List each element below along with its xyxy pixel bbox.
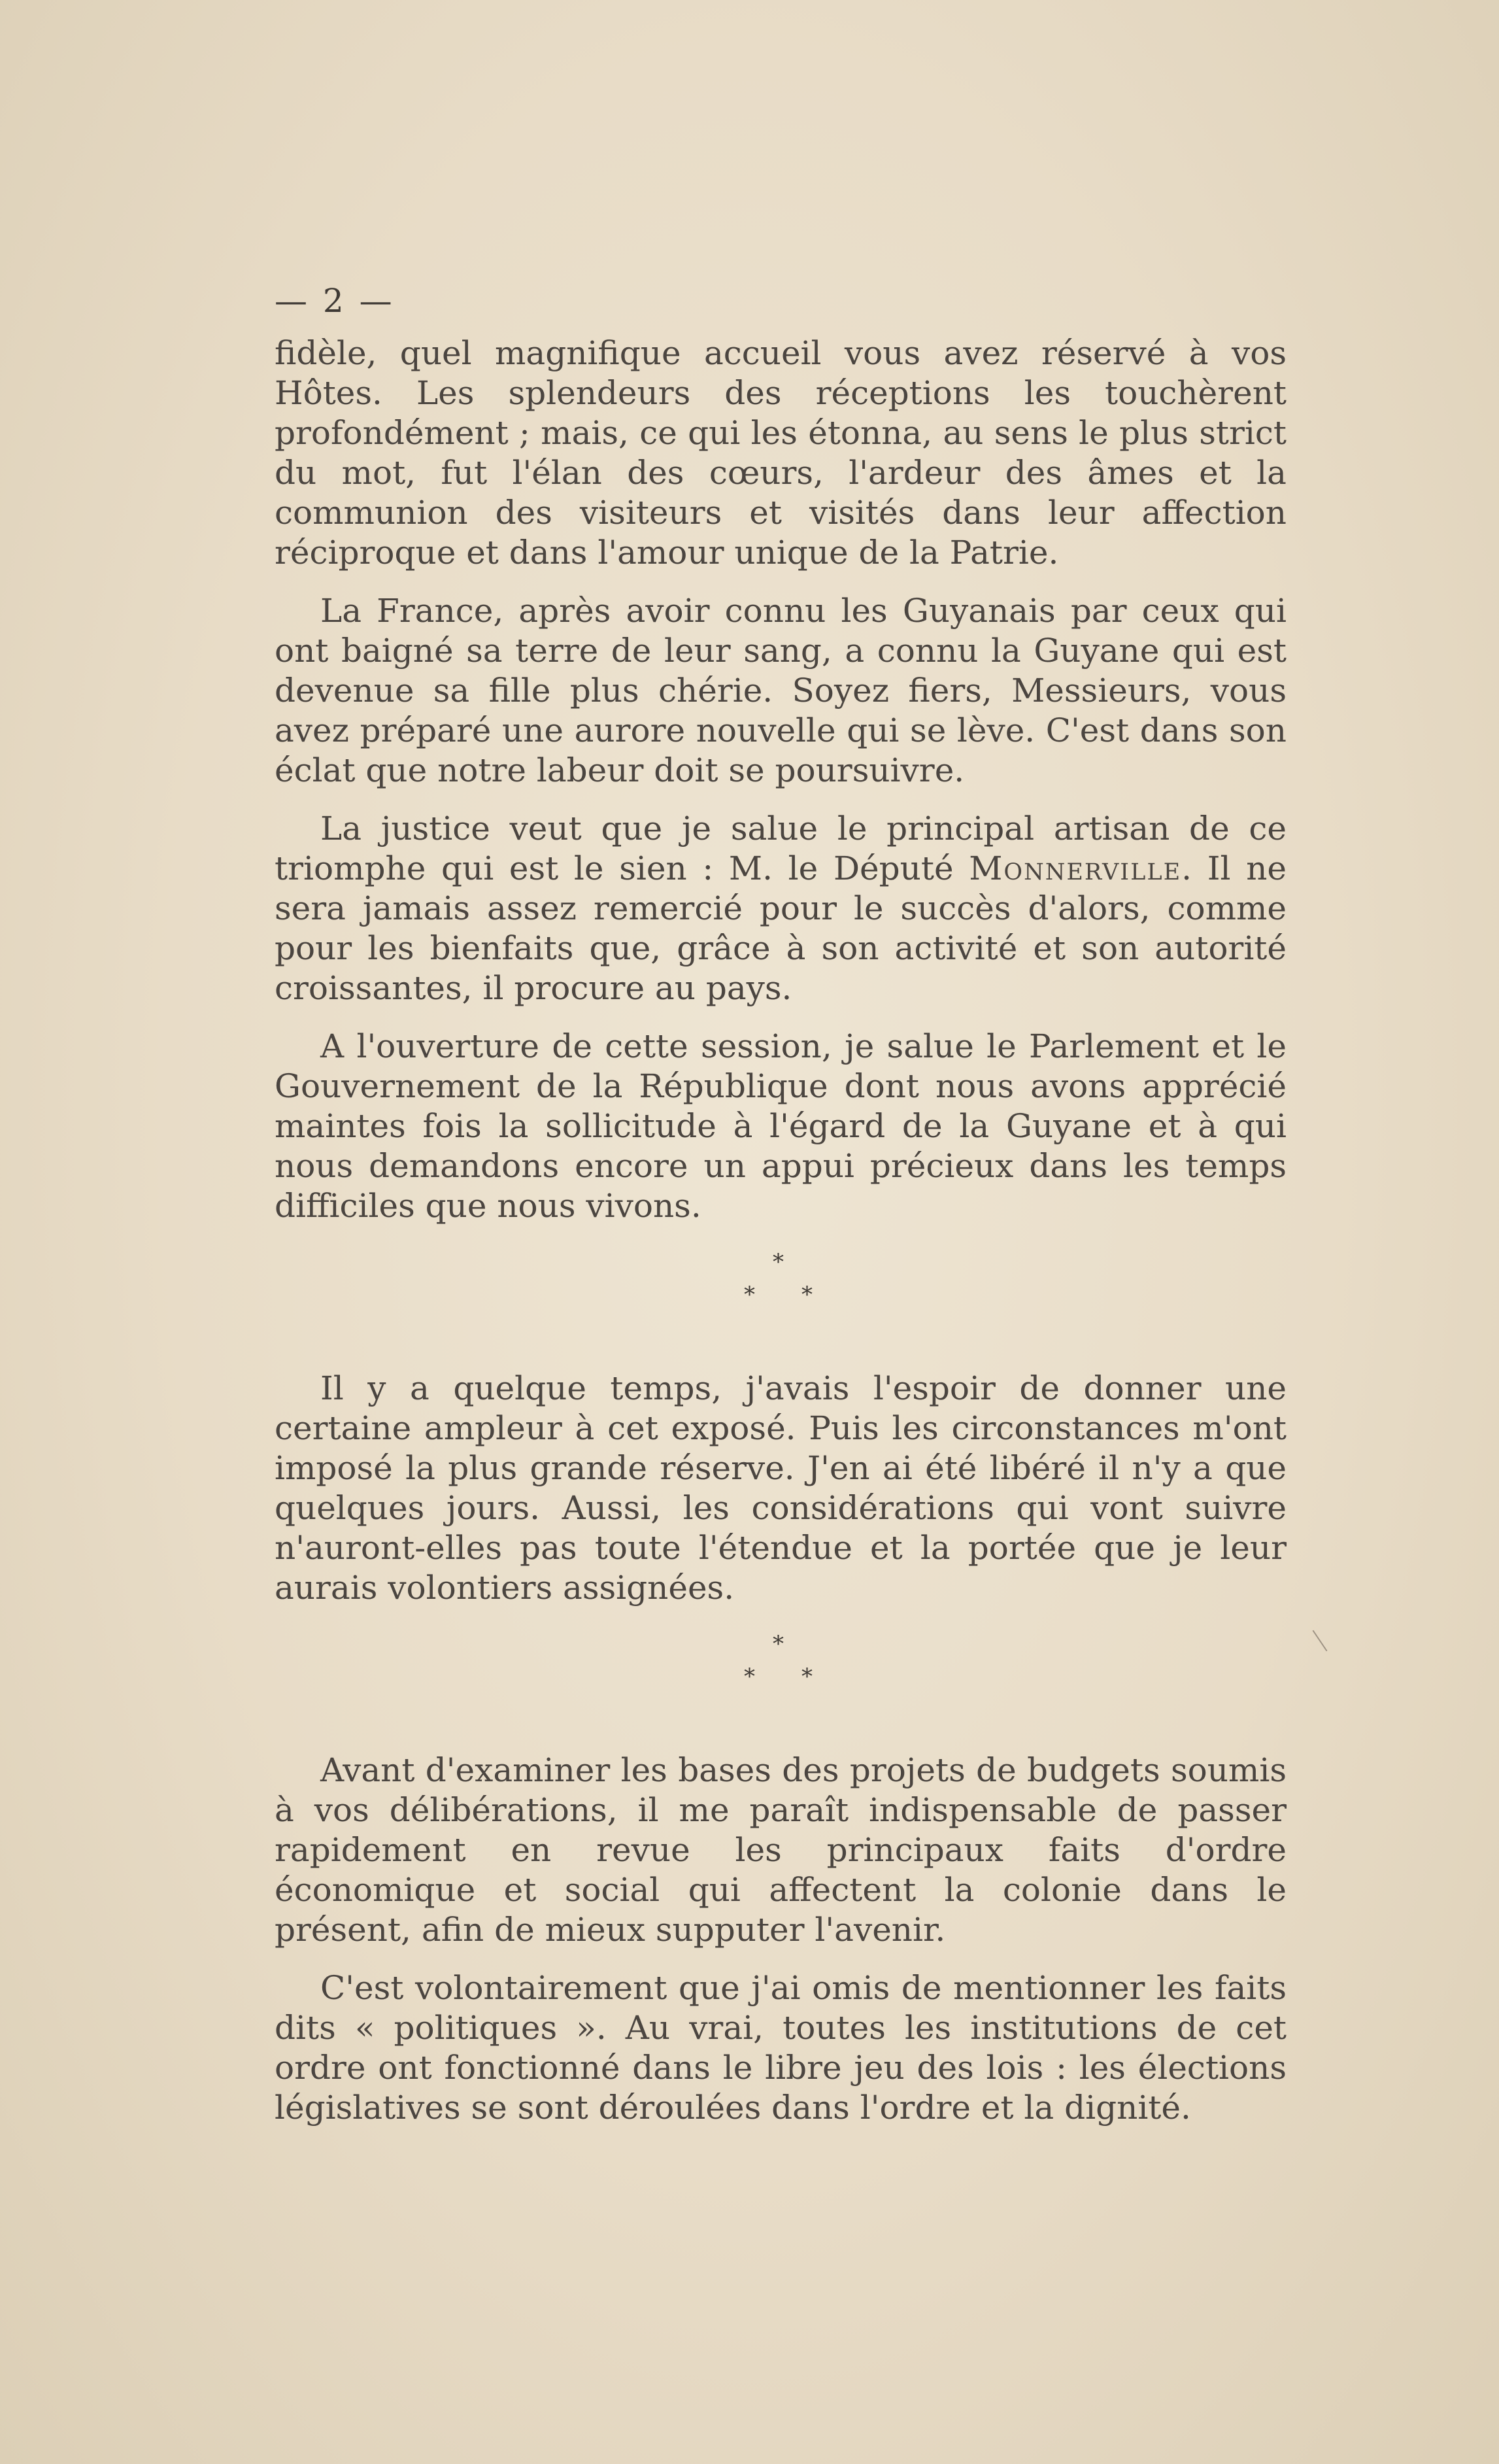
section-separator-2 [715, 1626, 846, 1724]
paragraph-1: fidèle, quel magnifique accueil vous avez réservé à vos Hôtes. Les splendeurs des réceptions les touchèrent profondément ; mais, ce qui les étonna, au sens le plus strict du mot, fut l'élan des cœurs, l'ardeur des âmes et la communion des visiteurs et visités dans leur affection réciproque et dans l'amour unique de la Patrie. [275, 334, 1287, 572]
paragraph-4: A l'ouverture de cette session, je salue le Parlement et le Gouvernement de la République dont nous avons apprécié maintes fois la sollicitude à l'égard de la Guyane et à qui nous demandons encore un appui précieux dans les temps difficiles que nous vivons. [275, 1027, 1287, 1225]
section-separator-1 [715, 1244, 846, 1343]
paragraph-3 [275, 809, 1287, 1008]
asterism-star: * [773, 1631, 784, 1657]
paragraph-6: Avant d'examiner les bases des projets de budgets soumis à vos délibérations, il me paraît indispensable de passer rapidement en revue les principaux faits d'ordre économique et social qui affectent la colonie dans le présent, afin de mieux supputer l'avenir. [275, 1751, 1287, 1949]
paper-mark [1313, 1630, 1328, 1652]
asterism-star: * [744, 1664, 755, 1690]
paragraph-5: Il y a quelque temps, j'avais l'espoir de donner une certaine ampleur à cet exposé. Puis les circonstances m'ont imposé la plus grande réserve. J'en ai été libéré il n'y a que quelques jours. Aussi, les considérations qui vont suivre n'auront-elles pas toute l'étendue et la portée que je leur aurais volontiers assignées. [275, 1369, 1287, 1607]
asterism-star: * [801, 1282, 813, 1308]
paragraph-3-text-after: . Il ne sera jamais assez remercié pour le succès d'alors, comme pour les bienfaits que, grâce à son activité et son autorité croissantes, il procure au pays. [275, 849, 1287, 1007]
paragraph-2: La France, après avoir connu les Guyanais par ceux qui ont baigné sa terre de leur sang, a connu la Guyane qui est devenue sa fille plus chérie. Soyez fiers, Messieurs, vous avez préparé une aurore nouvelle qui se lève. C'est dans son éclat que notre labeur doit se poursuivre. [275, 592, 1287, 789]
asterism-star: * [773, 1249, 784, 1275]
deputy-name: Monnerville [969, 849, 1182, 887]
document-body [275, 282, 1287, 2146]
asterism-star: * [744, 1282, 755, 1308]
asterism-star: * [801, 1664, 813, 1690]
paragraph-3-text-before: La justice veut que je salue le principal artisan de ce triomphe qui est le sien : M. le Député [275, 810, 1287, 887]
page-number: — 2 — [275, 282, 395, 320]
paragraph-7: C'est volontairement que j'ai omis de mentionner les faits dits « politiques ». Au vrai, toutes les institutions de cet ordre ont fonctionné dans le libre jeu des lois : les élections législatives se sont déroulées dans l'ordre et la dignité. [275, 1969, 1287, 2127]
